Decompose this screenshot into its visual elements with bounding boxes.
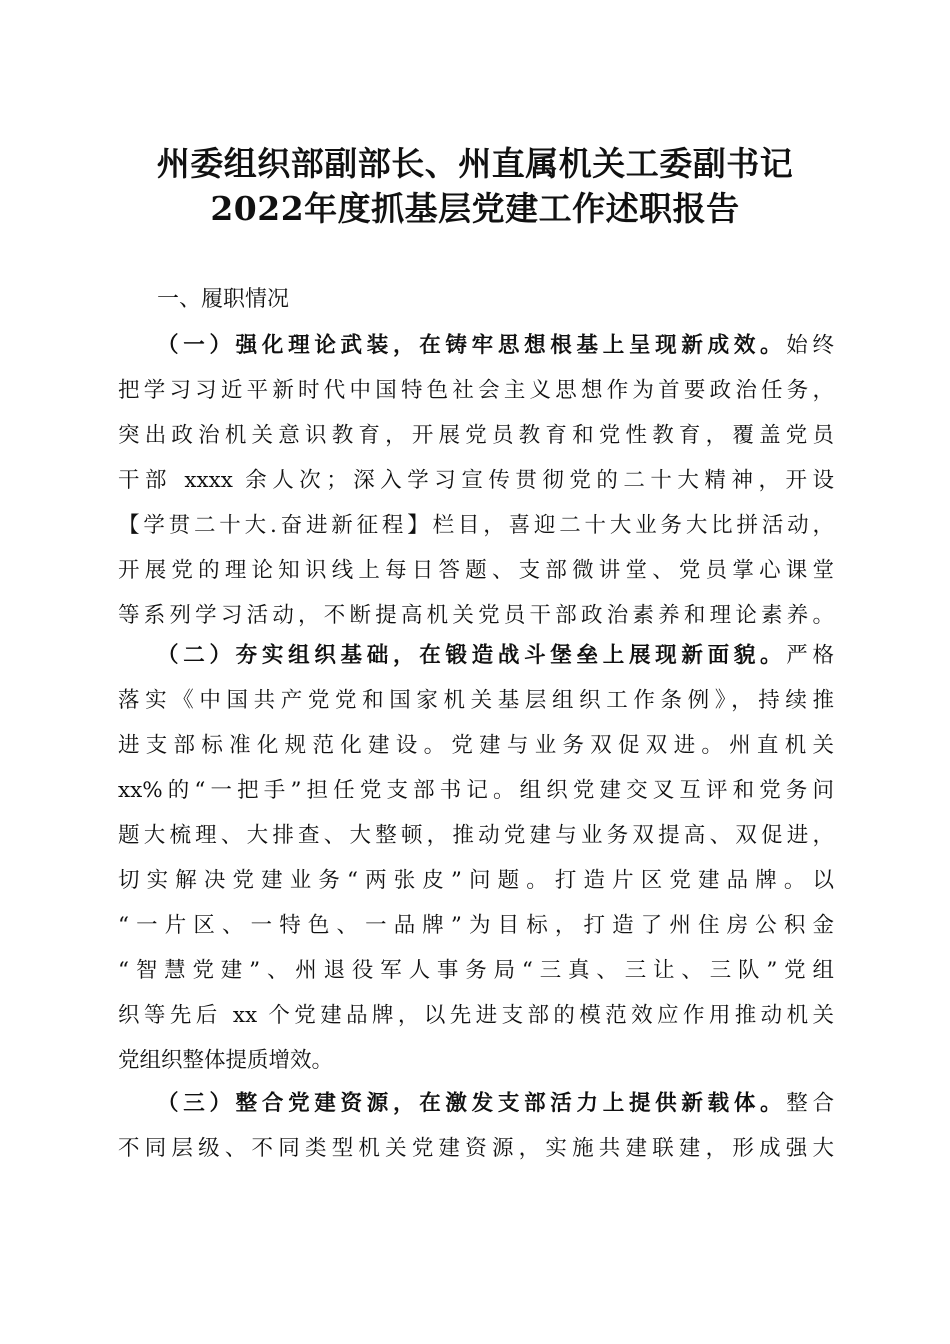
paragraph-line: 织等先后 xx 个党建品牌，以先进支部的模范效应作用推动机关 [118, 1003, 834, 1028]
paragraph-2 [118, 633, 834, 1083]
paragraph-line [118, 1081, 834, 1126]
paragraph-lead: （一）强化理论武装，在铸牢思想根基上呈现新成效。 [157, 333, 787, 358]
paragraph-lead: （二）夯实组织基础，在锻造战斗堡垒上展现新面貌。 [157, 643, 787, 668]
paragraph-text: 始终 [786, 333, 834, 358]
paragraph-line: 题大梳理、大排查、大整顿，推动党建与业务双提高、双促进， [118, 823, 834, 848]
paragraph-line: 落实《中国共产党党和国家机关基层组织工作条例》，持续推 [118, 688, 834, 713]
paragraph-line: 把学习习近平新时代中国特色社会主义思想作为首要政治任务， [118, 378, 834, 403]
paragraph-line: 不同层级、不同类型机关党建资源，实施共建联建，形成强大 [118, 1136, 834, 1161]
paragraph-line: “智慧党建”、州退役军人事务局“三真、三让、三队”党组 [118, 958, 834, 983]
paragraph-line: 党组织整体提质增效。 [118, 1048, 334, 1073]
section-heading: 一、履职情况 [157, 287, 290, 312]
paragraph-line: “一片区、一特色、一品牌”为目标，打造了州住房公积金 [118, 913, 834, 938]
paragraph-line: xx%的“一把手”担任党支部书记。组织党建交叉互评和党务问 [118, 778, 834, 803]
paragraph-1 [118, 323, 834, 638]
paragraph-line [118, 633, 834, 678]
document-title-line-2: 2022年度抓基层党建工作述职报告 [210, 189, 740, 228]
paragraph-line: 【学贯二十大.奋进新征程】栏目，喜迎二十大业务大比拼活动， [118, 513, 834, 538]
paragraph-line: 进支部标准化规范化建设。党建与业务双促双进。州直机关 [118, 733, 834, 758]
paragraph-line [118, 323, 834, 368]
paragraph-line: 干部 xxxx 余人次；深入学习宣传贯彻党的二十大精神，开设 [118, 468, 834, 493]
document-title-line-1: 州委组织部副部长、州直属机关工委副书记 [156, 144, 794, 183]
paragraph-line: 切实解决党建业务“两张皮”问题。打造片区党建品牌。以 [118, 868, 834, 893]
paragraph-line: 突出政治机关意识教育，开展党员教育和党性教育，覆盖党员 [118, 423, 834, 448]
paragraph-line: 等系列学习活动，不断提高机关党员干部政治素养和理论素养。 [118, 603, 834, 628]
paragraph-lead: （三）整合党建资源，在激发支部活力上提供新载体。 [157, 1091, 787, 1116]
paragraph-text: 严格 [786, 643, 834, 668]
paragraph-text: 整合 [786, 1091, 834, 1116]
paragraph-line: 开展党的理论知识线上每日答题、支部微讲堂、党员掌心课堂 [118, 558, 834, 583]
paragraph-3 [118, 1081, 834, 1171]
